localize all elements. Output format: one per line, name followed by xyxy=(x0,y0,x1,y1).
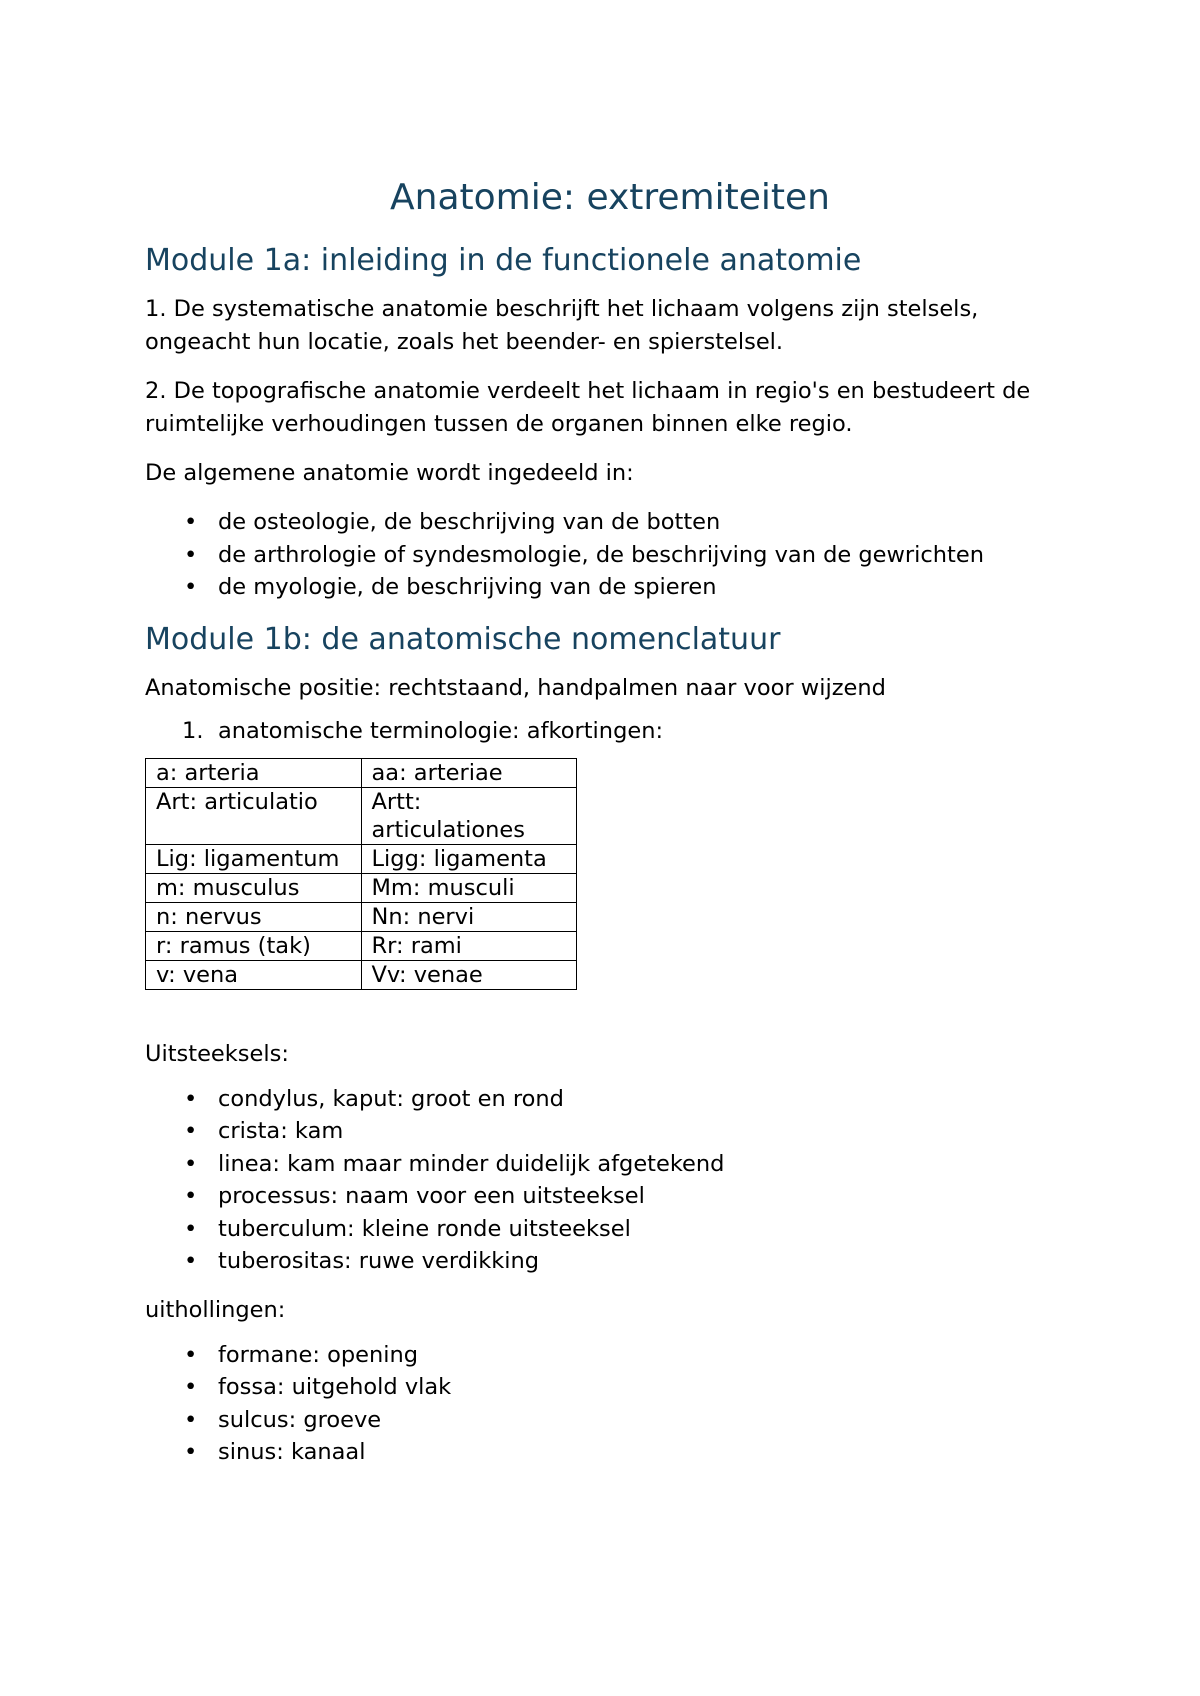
table-row xyxy=(146,873,577,902)
table-row xyxy=(146,931,577,960)
bullet-icon: • xyxy=(184,541,198,568)
module-1a-heading: Module 1a: inleiding in de functionele anatomie xyxy=(145,243,862,278)
bullet-icon: • xyxy=(184,1406,198,1433)
list-item: • fossa: uitgehold vlak xyxy=(145,1371,1075,1404)
table-row xyxy=(146,960,577,989)
paragraph-anatomische-positie: Anatomische positie: rechtstaand, handpalmen naar voor wijzend xyxy=(145,674,886,701)
paragraph-topografische: 2. De topografische anatomie verdeelt het lichaam in regio's en bestudeert de ruimtelijke verhoudingen tussen de organen binnen elke regio. xyxy=(145,378,1031,437)
list-item: • sinus: kanaal xyxy=(145,1436,1075,1469)
bullet-icon: • xyxy=(184,574,198,600)
table-cell: a: arteria xyxy=(146,758,362,787)
table-cell: Ligg: ligamenta xyxy=(361,844,577,873)
list-item: • formane: opening xyxy=(145,1339,1075,1372)
bullet-icon: • xyxy=(184,1341,198,1368)
list-item: • tuberositas: ruwe verdikking xyxy=(145,1245,1075,1278)
list-item: • processus: naam voor een uitsteeksel xyxy=(145,1180,1075,1213)
uitsteeksels-list xyxy=(145,1083,1075,1278)
paragraph-algemene: De algemene anatomie wordt ingedeeld in: xyxy=(145,460,634,486)
paragraph-systematische: 1. De systematische anatomie beschrijft het lichaam volgens zijn stelsels, ongeacht hun locatie, zoals het beender- en spierstelsel. xyxy=(145,296,979,355)
table-row xyxy=(146,844,577,873)
bullet-icon: • xyxy=(184,1215,198,1242)
list-item: • de myologie, de beschrijving van de spieren xyxy=(145,571,1075,604)
table-cell: Rr: rami xyxy=(361,931,577,960)
list-item: • condylus, kaput: groot en rond xyxy=(145,1083,1075,1116)
table-cell: n: nervus xyxy=(146,902,362,931)
list-item: • tuberculum: kleine ronde uitsteeksel xyxy=(145,1213,1075,1246)
uithollingen-label: uithollingen: xyxy=(145,1296,286,1323)
table-cell: v: vena xyxy=(146,960,362,989)
list-item: • crista: kam xyxy=(145,1115,1075,1148)
anatomie-indeling-list xyxy=(145,506,1075,604)
bullet-icon: • xyxy=(184,1085,198,1112)
bullet-icon: • xyxy=(184,509,198,535)
bullet-icon: • xyxy=(184,1118,198,1144)
list-item: • de arthrologie of syndesmologie, de beschrijving van de gewrichten xyxy=(145,539,1075,572)
table-cell: Vv: venae xyxy=(361,960,577,989)
module-1b-heading: Module 1b: de anatomische nomenclatuur xyxy=(145,621,781,657)
bullet-icon: • xyxy=(184,1374,198,1400)
table-row xyxy=(146,787,577,844)
table-cell: Artt: articulationes xyxy=(361,787,577,844)
bullet-icon: • xyxy=(184,1248,198,1274)
table-cell: r: ramus (tak) xyxy=(146,931,362,960)
table-cell: m: musculus xyxy=(146,873,362,902)
table-row xyxy=(146,902,577,931)
list-item: • linea: kam maar minder duidelijk afgetekend xyxy=(145,1148,1075,1181)
list-item: • de osteologie, de beschrijving van de botten xyxy=(145,506,1075,539)
uitsteeksels-label: Uitsteeksels: xyxy=(145,1040,289,1067)
table-row xyxy=(146,758,577,787)
uithollingen-list xyxy=(145,1339,1075,1469)
bullet-icon: • xyxy=(184,1439,198,1465)
table-cell: Nn: nervi xyxy=(361,902,577,931)
document-page xyxy=(145,175,1075,1485)
afkortingen-table xyxy=(145,758,577,990)
table-cell: aa: arteriae xyxy=(361,758,577,787)
terminologie-list xyxy=(145,715,1075,748)
list-item: • sulcus: groeve xyxy=(145,1404,1075,1437)
list-item: 1. anatomische terminologie: afkortingen: xyxy=(145,715,1075,748)
bullet-icon: • xyxy=(184,1183,198,1209)
table-cell: Art: articulatio xyxy=(146,787,362,844)
page-title: Anatomie: extremiteiten xyxy=(390,177,830,218)
table-cell: Lig: ligamentum xyxy=(146,844,362,873)
bullet-icon: • xyxy=(184,1150,198,1177)
table-cell: Mm: musculi xyxy=(361,873,577,902)
list-number: 1. xyxy=(182,717,204,744)
